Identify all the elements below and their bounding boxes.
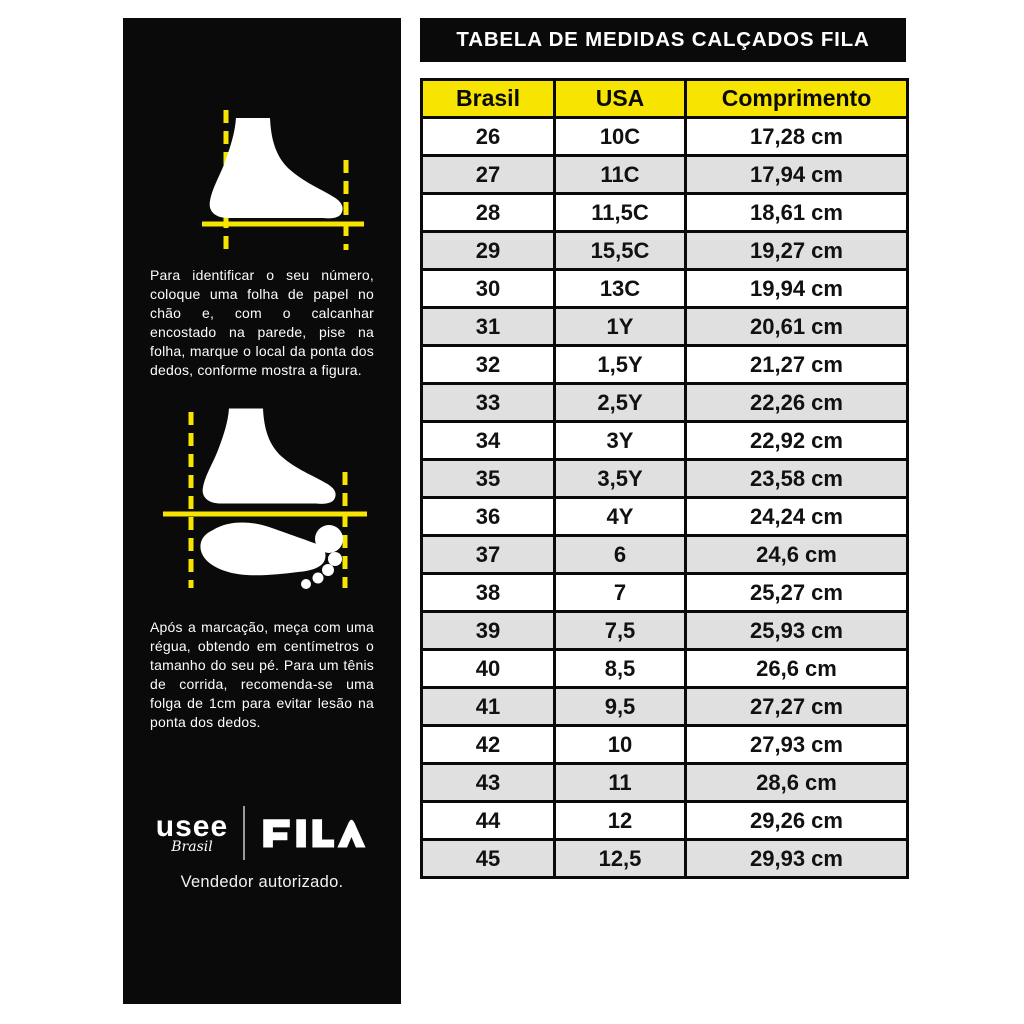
table-title-bar — [420, 18, 906, 62]
header-comprimento: Comprimento — [686, 80, 908, 118]
fila-logo — [260, 815, 368, 851]
table-row — [422, 460, 908, 498]
brasil-cell: 34 — [422, 422, 555, 460]
usa-cell: 10C — [555, 118, 686, 156]
foot-side-measure-icon — [160, 104, 364, 252]
comprimento-cell: 28,6 cm — [686, 764, 908, 802]
usa-cell: 8,5 — [555, 650, 686, 688]
brasil-cell: 26 — [422, 118, 555, 156]
usa-cell: 6 — [555, 536, 686, 574]
comprimento-cell: 24,6 cm — [686, 536, 908, 574]
brasil-cell: 42 — [422, 726, 555, 764]
brasil-cell: 37 — [422, 536, 555, 574]
usee-logo-brasil-script: Brasil — [171, 839, 213, 855]
brasil-cell: 29 — [422, 232, 555, 270]
usa-cell: 3,5Y — [555, 460, 686, 498]
usa-cell: 7,5 — [555, 612, 686, 650]
table-row — [422, 308, 908, 346]
comprimento-cell: 27,27 cm — [686, 688, 908, 726]
header-usa: USA — [555, 80, 686, 118]
table-row — [422, 612, 908, 650]
usa-cell: 7 — [555, 574, 686, 612]
comprimento-cell: 26,6 cm — [686, 650, 908, 688]
table-row — [422, 270, 908, 308]
comprimento-cell: 19,27 cm — [686, 232, 908, 270]
brand-logos — [156, 806, 368, 860]
usee-logo-text: usee — [155, 810, 229, 843]
table-row — [422, 384, 908, 422]
comprimento-cell: 17,94 cm — [686, 156, 908, 194]
usa-cell: 12 — [555, 802, 686, 840]
header-brasil: Brasil — [422, 80, 555, 118]
usa-cell: 4Y — [555, 498, 686, 536]
usa-cell: 2,5Y — [555, 384, 686, 422]
comprimento-cell: 17,28 cm — [686, 118, 908, 156]
brasil-cell: 36 — [422, 498, 555, 536]
table-header-row — [422, 80, 908, 118]
comprimento-cell: 19,94 cm — [686, 270, 908, 308]
comprimento-cell: 27,93 cm — [686, 726, 908, 764]
instructions-panel — [123, 18, 401, 1004]
comprimento-cell: 23,58 cm — [686, 460, 908, 498]
usa-cell: 1Y — [555, 308, 686, 346]
usa-cell: 3Y — [555, 422, 686, 460]
comprimento-cell: 18,61 cm — [686, 194, 908, 232]
usa-cell: 11 — [555, 764, 686, 802]
usa-cell: 15,5C — [555, 232, 686, 270]
logo-divider — [243, 806, 245, 860]
comprimento-cell: 21,27 cm — [686, 346, 908, 384]
table-row — [422, 650, 908, 688]
brasil-cell: 27 — [422, 156, 555, 194]
authorized-vendor-text: Vendedor autorizado. — [180, 873, 344, 891]
table-row — [422, 156, 908, 194]
table-row — [422, 194, 908, 232]
comprimento-cell: 22,26 cm — [686, 384, 908, 422]
instruction-paragraph-1: Para identificar o seu número, coloque uma folha de papel no chão e, com o calcanhar encostado na parede, pise na folha, marque o local da ponta dos dedos, conforme mostra a figura. — [150, 267, 374, 378]
brasil-cell: 41 — [422, 688, 555, 726]
size-table-body — [422, 118, 908, 878]
brasil-cell: 40 — [422, 650, 555, 688]
table-row — [422, 498, 908, 536]
usa-cell: 10 — [555, 726, 686, 764]
comprimento-cell: 24,24 cm — [686, 498, 908, 536]
brasil-cell: 44 — [422, 802, 555, 840]
comprimento-cell: 25,27 cm — [686, 574, 908, 612]
table-row — [422, 840, 908, 878]
usee-logo — [156, 812, 228, 854]
comprimento-cell: 20,61 cm — [686, 308, 908, 346]
comprimento-cell: 22,92 cm — [686, 422, 908, 460]
brasil-cell: 43 — [422, 764, 555, 802]
brasil-cell: 38 — [422, 574, 555, 612]
brasil-cell: 39 — [422, 612, 555, 650]
brasil-cell: 32 — [422, 346, 555, 384]
brasil-cell: 31 — [422, 308, 555, 346]
table-row — [422, 118, 908, 156]
brasil-cell: 33 — [422, 384, 555, 422]
brasil-cell: 35 — [422, 460, 555, 498]
size-table — [420, 78, 909, 879]
usa-cell: 9,5 — [555, 688, 686, 726]
table-row — [422, 536, 908, 574]
comprimento-cell: 25,93 cm — [686, 612, 908, 650]
table-row — [422, 346, 908, 384]
brasil-cell: 30 — [422, 270, 555, 308]
usa-cell: 11C — [555, 156, 686, 194]
instruction-paragraph-2: Após a marcação, meça com uma régua, obtendo em centímetros o tamanho do seu pé. Para um tênis de corrida, recomenda-se uma folga de 1cm para evitar lesão na ponta dos dedos. — [150, 619, 374, 730]
usa-cell: 12,5 — [555, 840, 686, 878]
table-row — [422, 232, 908, 270]
brasil-cell: 45 — [422, 840, 555, 878]
table-row — [422, 688, 908, 726]
table-row — [422, 574, 908, 612]
usa-cell: 1,5Y — [555, 346, 686, 384]
brasil-cell: 28 — [422, 194, 555, 232]
foot-sole-measure-icon — [157, 408, 367, 590]
table-row — [422, 422, 908, 460]
table-title: TABELA DE MEDIDAS CALÇADOS FILA — [456, 28, 870, 51]
table-row — [422, 764, 908, 802]
usa-cell: 13C — [555, 270, 686, 308]
comprimento-cell: 29,26 cm — [686, 802, 908, 840]
table-row — [422, 802, 908, 840]
table-row — [422, 726, 908, 764]
usa-cell: 11,5C — [555, 194, 686, 232]
size-table-section — [420, 18, 906, 879]
comprimento-cell: 29,93 cm — [686, 840, 908, 878]
